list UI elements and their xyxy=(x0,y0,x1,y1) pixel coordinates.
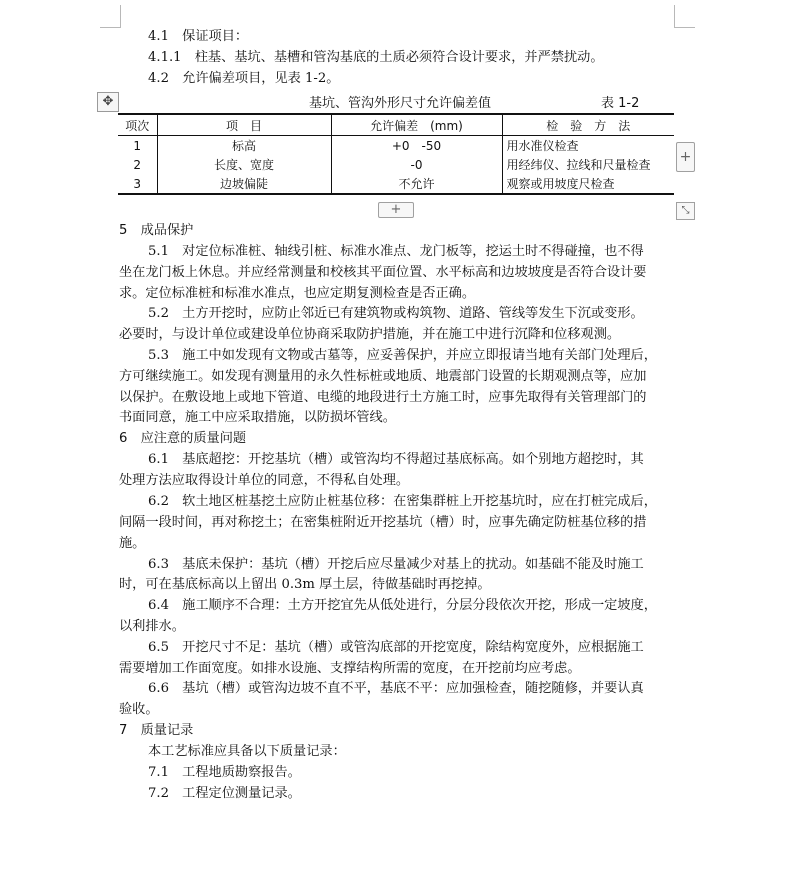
header-tolerance: 允许偏差 (mm) xyxy=(331,114,502,136)
section-heading: 5 成品保护 xyxy=(119,223,194,238)
plus-icon: + xyxy=(679,149,692,165)
table-cell[interactable]: 边坡偏陡 xyxy=(157,174,331,194)
section-heading: 6 应注意的质量问题 xyxy=(119,431,247,446)
paragraph-line: 6.1 基底超挖：开挖基坑（槽）或管沟均不得超过基底标高。如个别地方超挖时，其 xyxy=(148,452,644,467)
paragraph-line: 求。定位标准桩和标准水准点，也应定期复测检查是否正确。 xyxy=(119,286,476,301)
clause-4-1-1: 4.1.1 柱基、基坑、基槽和管沟基底的土质必须符合设计要求，并严禁扰动。 xyxy=(148,50,604,65)
tolerance-table xyxy=(118,113,674,195)
clause-4-1: 4.1 保证项目： xyxy=(148,29,249,44)
table-cell[interactable]: 用经纬仪、拉线和尺量检查 xyxy=(502,155,674,174)
table-cell[interactable]: 标高 xyxy=(157,136,331,156)
table-cell[interactable]: 2 xyxy=(118,155,157,174)
paragraph-line: 间隔一段时间，再对称挖土；在密集桩附近开挖基坑（槽）时，应事先确定防桩基位移的措 xyxy=(119,515,647,530)
paragraph-line: 验收。 xyxy=(119,702,159,717)
page-corner-mark-right xyxy=(674,5,695,28)
header-method: 检 验 方 法 xyxy=(502,114,674,136)
paragraph-line: 6.6 基坑（槽）或管沟边坡不直不平，基底不平：应加强检查，随挖随修，并要认真 xyxy=(148,681,644,696)
paragraph-line: 时，可在基底标高以上留出 0.3m 厚土层，待做基础时再挖掉。 xyxy=(119,577,491,592)
table-row xyxy=(118,174,674,194)
page-corner-mark-left xyxy=(100,5,121,28)
table-row xyxy=(118,155,674,174)
add-row-button[interactable] xyxy=(676,142,695,172)
section-heading: 7 质量记录 xyxy=(119,723,194,738)
paragraph-line: 7.2 工程定位测量记录。 xyxy=(148,786,301,801)
paragraph-line: 以利排水。 xyxy=(119,619,185,634)
table-resize-handle[interactable] xyxy=(676,202,695,220)
paragraph-line: 以保护。在敷设地上或地下管道、电缆的地段进行土方施工时，应事先取得有关管理部门的 xyxy=(119,390,647,405)
paragraph-line: 7.1 工程地质勘察报告。 xyxy=(148,765,301,780)
table-cell[interactable]: 3 xyxy=(118,174,157,194)
paragraph-line: 6.4 施工顺序不合理：土方开挖宜先从低处进行，分层分段依次开挖，形成一定坡度， xyxy=(148,598,657,613)
paragraph-line: 本工艺标准应具备以下质量记录： xyxy=(148,744,346,759)
paragraph-line: 处理方法应取得设计单位的同意，不得私自处理。 xyxy=(119,473,410,488)
add-column-button[interactable] xyxy=(378,202,414,218)
paragraph-line: 坐在龙门板上休息。并应经常测量和校核其平面位置、水平标高和边坡坡度是否符合设计要 xyxy=(119,265,647,280)
header-item-no: 项次 xyxy=(118,114,157,136)
table-cell[interactable]: 1 xyxy=(118,136,157,156)
table-title: 基坑、管沟外形尺寸允许偏差值 xyxy=(309,96,492,111)
paragraph-line: 6.5 开挖尺寸不足：基坑（槽）或管沟底部的开挖宽度，除结构宽度外，应根据施工 xyxy=(148,640,644,655)
paragraph-line: 方可继续施工。如发现有测量用的永久性标桩或地质、地震部门设置的长期观测点等，应加 xyxy=(119,369,647,384)
table-cell[interactable]: 长度、宽度 xyxy=(157,155,331,174)
table-cell[interactable]: +0 -50 xyxy=(331,136,502,156)
table-cell[interactable]: 不允许 xyxy=(331,174,502,194)
table-cell[interactable]: 用水准仪检查 xyxy=(502,136,674,156)
paragraph-line: 5.3 施工中如发现有文物或古墓等，应妥善保护，并应立即报请当地有关部门处理后， xyxy=(148,348,657,363)
paragraph-line: 必要时，与设计单位或建设单位协商采取防护措施，并在施工中进行沉降和位移观测。 xyxy=(119,327,621,342)
paragraph-line: 6.3 基底未保护：基坑（槽）开挖后应尽量减少对基上的扰动。如基础不能及时施工 xyxy=(148,557,644,572)
table-header-row xyxy=(118,114,674,136)
paragraph-line: 施。 xyxy=(119,536,146,551)
table-cell[interactable]: -0 xyxy=(331,155,502,174)
clause-4-2: 4.2 允许偏差项目，见表 1-2。 xyxy=(148,71,340,86)
move-arrows-icon: ✥ xyxy=(102,94,114,109)
table-number: 表 1-2 xyxy=(601,96,640,111)
table-row xyxy=(118,136,674,156)
table-cell[interactable]: 观察或用坡度尺检查 xyxy=(502,174,674,194)
paragraph-line: 6.2 软土地区桩基挖土应防止桩基位移：在密集群桩上开挖基坑时，应在打桩完成后， xyxy=(148,494,657,509)
paragraph-line: 5.1 对定位标准桩、轴线引桩、标准水准点、龙门板等，挖运土时不得碰撞，也不得 xyxy=(148,244,644,259)
paragraph-line: 书面同意，施工中应采取措施，以防损坏管线。 xyxy=(119,410,396,425)
paragraph-line: 5.2 土方开挖时，应防止邻近已有建筑物或构筑物、道路、管线等发生下沉或变形。 xyxy=(148,306,644,321)
header-item: 项 目 xyxy=(157,114,331,136)
table-move-handle[interactable] xyxy=(97,92,119,112)
resize-diagonal-icon: ⤡ xyxy=(681,205,690,216)
paragraph-line: 需要增加工作面宽度。如排水设施、支撑结构所需的宽度，在开挖前均应考虑。 xyxy=(119,661,581,676)
plus-icon: + xyxy=(390,202,402,217)
